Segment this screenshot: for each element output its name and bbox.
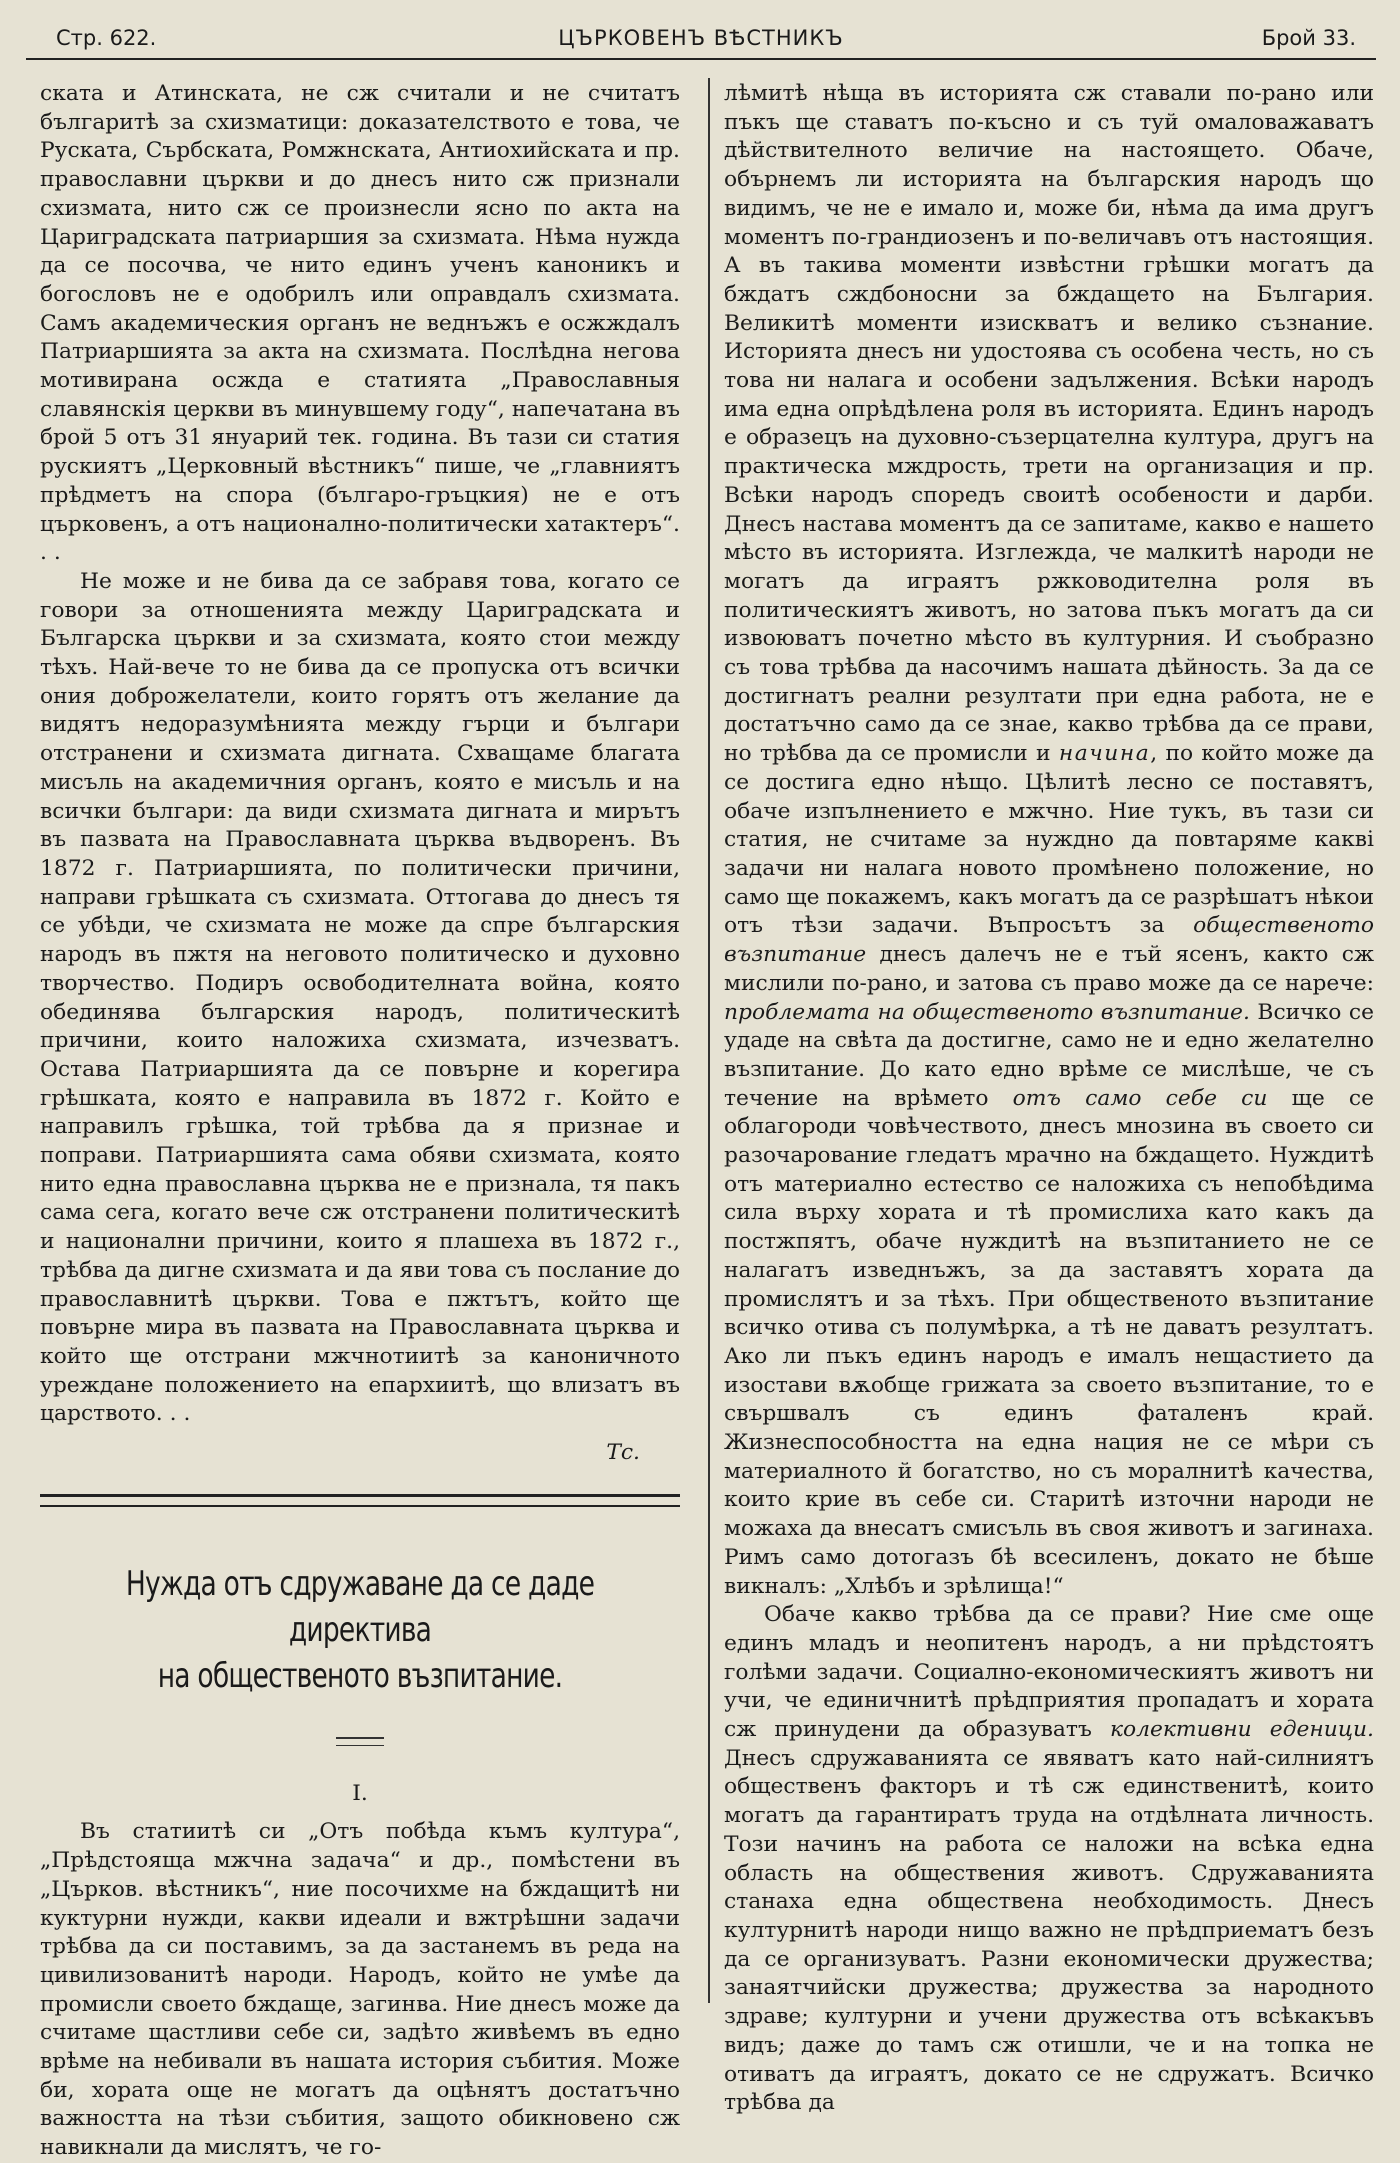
right-paragraph-2 — [724, 1601, 1374, 2118]
text-run: днесъ далечъ не е тъй ясенъ, както сж мислили по-рано, и затова съ право може да се нарече: — [724, 942, 1374, 996]
italic-run: колективни еденици. — [1109, 1717, 1374, 1743]
page-header — [26, 20, 1376, 60]
article-title-line-2: на общественото възпитание. — [157, 1655, 563, 1696]
article-title-line-1: Нужда отъ сдружаване да се даде директива — [125, 1563, 595, 1650]
italic-run: начина — [1058, 741, 1151, 767]
text-run: лѣмитѣ нѣща въ историята сж ставали по-рано или пъкъ ще ставатъ по-късно и съ туй омаловажаватъ дѣйствителното величие на настоящето. Обаче, обърнемъ ли историята на българския народъ що видимъ, че не е имало и, може би, нѣма да има другъ моментъ по-грандиозенъ и по-величавъ отъ настоящия. А въ такива моменти извѣстни грѣшки могатъ да бждатъ сждбоносни за бждащето на България. Великитѣ моменти изискватъ и велико съзнание. Историята днесъ ни удостоява съ особена честь, но съ това ни налага и особени задължения. Всѣки народъ има една опрѣдѣлена роля въ историята. Единъ народъ е образецъ на духовно-съзерцателна култура, другъ на практическа мждрость, трети на организация и пр. Всѣки народъ споредъ своитѣ особености и дарби. Днесъ настава моментъ да се запитаме, какво е нашето мѣсто въ историята. Изглежда, че малкитѣ народи не могатъ да играятъ ржководителна роля въ политическиятъ животъ, но затова пъкъ могатъ да си извоюватъ почетно мѣсто въ културния. И съобразно съ това трѣбва да насочимъ нашата дѣйность. За да се достигнатъ реални резултати при една работа, не е достатъчно само да се знае, какво трѣбва да се прави, но трѣбва да се промисли и — [724, 81, 1374, 767]
italic-run: общественото възпитание — [724, 913, 1374, 968]
article-continuation-paragraph-1: ската и Атинската, не сж считали и не считатъ българитѣ за схизматици: доказателството е това, че Руската, Сърбската, Ромжнската, Антиохийската и пр. православни църкви и до днесъ нито сж признали схизмата, нито сж се произнесли ясно по акта на Цариградската патриаршия за схизмата. Нѣма нужда да се посочва, че нито единъ ученъ каноникъ и богословъ не е одобрилъ или оправдалъ схизмата. Самъ академическия органъ не веднъжъ е осжждалъ Патриаршията за акта на схизмата. Послѣдна негова мотивирана осжда е статията „Православныя славянскiя церкви въ минувшему году“, напечатана въ брой 5 отъ 31 януарий тек. година. Въ тази си статия рускиятъ „Церковный вѣстникъ“ пише, че „главниятъ прѣдметъ на спора (българо-гръцкия) не е отъ църковенъ, а отъ национално-политически хатактеръ“. . . — [40, 81, 680, 566]
section-number: I. — [352, 1780, 368, 1806]
article-continuation-paragraph-2: Не може и не бива да се забравя това, когато се говори за отношенията между Цариградската и Българска църкви и за схизмата, която стои между тѣхъ. Най-вече то не бива да се пропуска отъ всички ония доброжелатели, които горятъ отъ желание да видятъ недоразумѣнията между гърци и българи отстранени и схизмата дигната. Схващаме благата мисъль на академичния органъ, която е мисъль и на всички българи: да види схизмата дигната и мирътъ въ пазвата на Православната църква въдворенъ. Въ 1872 г. Патриаршията, по политически причини, направи грѣшката съ схизмата. Оттогава до днесъ тя се убѣди, че схизмата не може да спре българския народъ въ пжтя на неговото политическо и духовно творчество. Подиръ освободителната война, която обединява българския народъ, политическитѣ причини, които наложиха схизмата, изчезватъ. Остава Патриаршията да се повърне и корегира грѣшката, която е направила въ 1872 г. Който е направилъ грѣшка, той трѣбва да я признае и поправи. Патриаршията сама обяви схизмата, която нито една православна църква не е признала, тя пакъ сама сега, когато вече сж отстранени политическитѣ и национални причини, които я плашеха въ 1872 г., трѣбва да дигне схизмата и да яви това съ послание до православнитѣ църкви. Това е пжтътъ, който ще повърне мира въ пазвата на Православната църква и който ще отстрани мжчнотиитѣ за каноничното уреждане положението на епархиитѣ, що влизатъ въ царството. . . — [40, 568, 680, 1427]
right-paragraph-1 — [724, 80, 1374, 1601]
new-article-paragraph-1: Въ статиитѣ си „Отъ побѣда къмъ култура“, „Прѣдстояща мжчна задача“ и др., помѣстени въ „Църков. вѣстникъ“, ние посочихме на бждащитѣ ни куктурни нужди, какви идеали и вжтрѣшни задачи трѣбва да си поставимъ, за да застанемъ въ реда на цивилизованитѣ народи. Народъ, който не умѣе да промисли своето бждаще, загинва. Ние днесъ може да считаме щастливи себе си, задѣто живѣемъ въ едно врѣме на небивали въ нашата история събития. Може би, хората още не могатъ да оцѣнятъ достатъчно важността на тѣзи събития, защото обикновено сж навикнали да мислятъ, че го- — [40, 1819, 680, 2161]
column-divider — [708, 78, 710, 2003]
page-number: Стр. 622. — [56, 26, 157, 50]
newspaper-page — [26, 20, 1376, 2161]
article-title — [110, 1561, 609, 1699]
issue-number: Брой 33. — [1261, 26, 1356, 50]
italic-run: отъ само себе си — [1012, 1085, 1268, 1111]
text-run: Днесъ сдружаванията се явяватъ като най-силниятъ общественъ факторъ и тѣ сж единственитѣ, които могатъ да гарантиратъ труда на отдѣлната личность. Този начинъ на работа се наложи на всѣка една область на обществения животъ. Сдружаванията станаха една обществена необходимость. Днесъ културнитѣ народи нищо важно не прѣдприематъ безъ да се организуватъ. Разни економически дружества; занаятчийски дружества; дружества за народното здраве; културни и учени дружества отъ всѣкакъвъ видъ; даже до тамъ сж отишли, че и на топка не отиватъ да играятъ, докато се не сдружатъ. Всичко трѣбва да — [724, 1745, 1374, 2116]
text-run: Обаче какво трѣбва да се прави? Ние сме още единъ младъ и неопитенъ народъ, а ни прѣдстоятъ голѣми задачи. Социално-економическиятъ животъ ни учи, че единичнитѣ прѣдприятия пропадатъ и хората сж принудени да образуватъ — [724, 1602, 1374, 1743]
section-separator — [40, 1494, 680, 1507]
author-signature: Тс. — [606, 1440, 640, 1466]
left-column — [40, 80, 680, 2163]
newspaper-title: ЦЪРКОВЕНЪ ВѢСТНИКЪ — [558, 26, 844, 50]
right-column — [724, 80, 1374, 2118]
title-ornament-rule — [336, 1737, 384, 1746]
italic-run: проблемата на общественото възпитание. — [724, 999, 1250, 1025]
text-run: ще се облагороди човѣчеството, днесъ мнозина въ своето си разочарование гледатъ мрачно на бждащето. Нуждитѣ отъ материално естество се наложиха съ непобѣдима сила върху хората и тѣ промислиха като какъ да постжпятъ, обаче нуждитѣ на възпитанието не се налагатъ изведнъжъ, за да заставятъ хората да промислятъ и за тѣхъ. При общественото възпитание всичко отива съ полумѣрка, а тѣ не даватъ резултатъ. Ако ли пъкъ единъ народъ е ималъ нещастието да изостави вѫобще грижата за своето възпитание, то е свършвалъ съ единъ фаталенъ край. Жизнеспособността на една нация не се мѣри съ материалното й богатство, но съ моралнитѣ качества, които крие въ себе си. Старитѣ източни народи не можаха да внесатъ смисъль въ своя животъ и загинаха. Римъ само дотогазъ бѣ всесиленъ, докато не бѣше викналъ: „Хлѣбъ и зрѣлища!“ — [724, 1085, 1374, 1599]
text-run: Всичко се удаде на свѣта да достигне, само не и едно желателно възпитание. До като едно врѣме се мислѣше, че съ течение на врѣмето — [724, 999, 1374, 1111]
text-run: , по който може да се достига едно нѣщо. Цѣлитѣ лесно се поставятъ, обаче изпълнението е мжчно. Ние тукъ, въ тази си статия, не считаме за нуждно да повтаряме каквi задачи ни налага новото промѣнено положение, но само ще покажемъ, какъ могатъ да се разрѣшатъ нѣкои отъ тѣзи задачи. Въпросътъ за — [724, 741, 1374, 939]
